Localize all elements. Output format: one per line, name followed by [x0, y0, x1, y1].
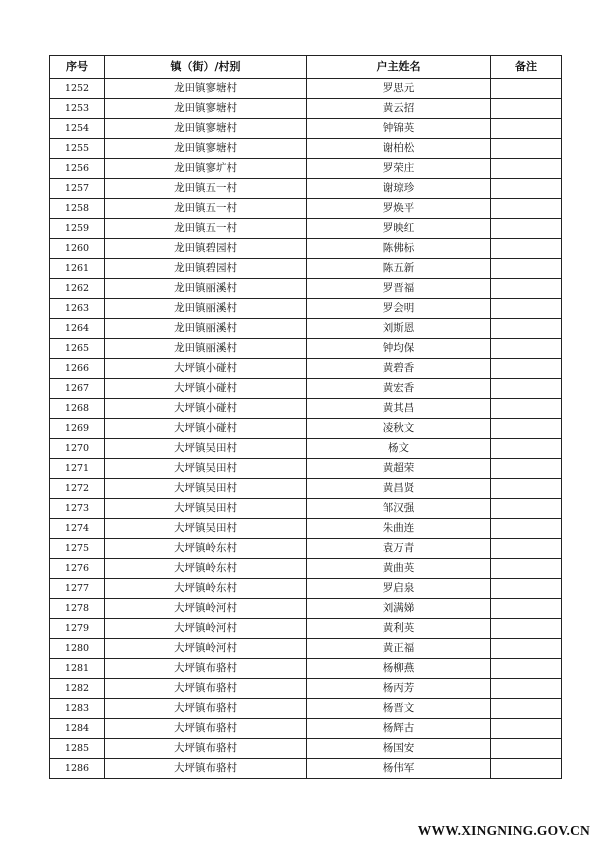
cell-remarks [491, 499, 562, 519]
cell-serial-no: 1281 [50, 659, 105, 679]
table-row [50, 139, 562, 159]
cell-householder-name: 凌秋文 [307, 419, 491, 439]
cell-town-village: 大坪镇岭东村 [105, 539, 307, 559]
cell-remarks [491, 399, 562, 419]
cell-serial-no: 1284 [50, 719, 105, 739]
cell-serial-no: 1262 [50, 279, 105, 299]
cell-householder-name: 杨辉古 [307, 719, 491, 739]
cell-householder-name: 黄云招 [307, 99, 491, 119]
cell-town-village: 龙田镇碧园村 [105, 239, 307, 259]
table-row [50, 699, 562, 719]
cell-town-village: 大坪镇小碰村 [105, 359, 307, 379]
table-row [50, 759, 562, 779]
cell-serial-no: 1252 [50, 79, 105, 99]
cell-householder-name: 朱曲连 [307, 519, 491, 539]
cell-householder-name: 杨国安 [307, 739, 491, 759]
table-row [50, 219, 562, 239]
cell-serial-no: 1278 [50, 599, 105, 619]
table-row [50, 639, 562, 659]
cell-town-village: 大坪镇布骆村 [105, 739, 307, 759]
cell-serial-no: 1257 [50, 179, 105, 199]
cell-remarks [491, 759, 562, 779]
cell-householder-name: 黄昌贤 [307, 479, 491, 499]
table-row [50, 319, 562, 339]
table-row [50, 279, 562, 299]
cell-serial-no: 1264 [50, 319, 105, 339]
cell-town-village: 龙田镇丽溪村 [105, 339, 307, 359]
cell-serial-no: 1270 [50, 439, 105, 459]
cell-remarks [491, 159, 562, 179]
cell-remarks [491, 599, 562, 619]
cell-town-village: 大坪镇布骆村 [105, 679, 307, 699]
table-row [50, 599, 562, 619]
cell-remarks [491, 459, 562, 479]
cell-remarks [491, 639, 562, 659]
table-row [50, 619, 562, 639]
cell-remarks [491, 139, 562, 159]
cell-serial-no: 1271 [50, 459, 105, 479]
table-row [50, 659, 562, 679]
cell-town-village: 大坪镇吴田村 [105, 499, 307, 519]
cell-householder-name: 黄宏香 [307, 379, 491, 399]
household-roster-table [49, 55, 562, 779]
cell-remarks [491, 559, 562, 579]
table-header-row [50, 56, 562, 79]
cell-town-village: 龙田镇五一村 [105, 199, 307, 219]
cell-serial-no: 1274 [50, 519, 105, 539]
cell-householder-name: 杨晋文 [307, 699, 491, 719]
cell-remarks [491, 259, 562, 279]
table-row [50, 159, 562, 179]
cell-remarks [491, 699, 562, 719]
cell-remarks [491, 739, 562, 759]
cell-town-village: 大坪镇布骆村 [105, 719, 307, 739]
cell-householder-name: 刘斯恩 [307, 319, 491, 339]
cell-householder-name: 罗映红 [307, 219, 491, 239]
cell-remarks [491, 659, 562, 679]
cell-householder-name: 罗会明 [307, 299, 491, 319]
cell-serial-no: 1285 [50, 739, 105, 759]
cell-town-village: 大坪镇小碰村 [105, 379, 307, 399]
cell-householder-name: 邹汉强 [307, 499, 491, 519]
cell-householder-name: 杨伟军 [307, 759, 491, 779]
cell-serial-no: 1256 [50, 159, 105, 179]
cell-town-village: 大坪镇岭河村 [105, 599, 307, 619]
cell-remarks [491, 719, 562, 739]
cell-serial-no: 1254 [50, 119, 105, 139]
cell-remarks [491, 239, 562, 259]
cell-town-village: 大坪镇岭河村 [105, 639, 307, 659]
cell-remarks [491, 339, 562, 359]
cell-remarks [491, 479, 562, 499]
cell-serial-no: 1261 [50, 259, 105, 279]
cell-householder-name: 黄曲英 [307, 559, 491, 579]
cell-serial-no: 1282 [50, 679, 105, 699]
table-row [50, 439, 562, 459]
cell-householder-name: 杨柳燕 [307, 659, 491, 679]
cell-serial-no: 1268 [50, 399, 105, 419]
cell-serial-no: 1279 [50, 619, 105, 639]
cell-householder-name: 钟均保 [307, 339, 491, 359]
cell-remarks [491, 379, 562, 399]
table-row [50, 239, 562, 259]
cell-serial-no: 1269 [50, 419, 105, 439]
cell-householder-name: 谢琼珍 [307, 179, 491, 199]
cell-town-village: 龙田镇碧园村 [105, 259, 307, 279]
cell-serial-no: 1255 [50, 139, 105, 159]
cell-remarks [491, 119, 562, 139]
cell-serial-no: 1265 [50, 339, 105, 359]
cell-remarks [491, 679, 562, 699]
table-row [50, 259, 562, 279]
cell-town-village: 大坪镇布骆村 [105, 759, 307, 779]
cell-remarks [491, 579, 562, 599]
table-row [50, 299, 562, 319]
table-row [50, 719, 562, 739]
cell-householder-name: 黄碧香 [307, 359, 491, 379]
cell-remarks [491, 299, 562, 319]
cell-town-village: 龙田镇丽溪村 [105, 319, 307, 339]
cell-serial-no: 1273 [50, 499, 105, 519]
cell-serial-no: 1259 [50, 219, 105, 239]
cell-remarks [491, 359, 562, 379]
table-row [50, 579, 562, 599]
cell-town-village: 大坪镇小碰村 [105, 419, 307, 439]
cell-remarks [491, 539, 562, 559]
cell-householder-name: 钟锦英 [307, 119, 491, 139]
table-row [50, 199, 562, 219]
table-row [50, 499, 562, 519]
table-row [50, 739, 562, 759]
cell-serial-no: 1283 [50, 699, 105, 719]
cell-householder-name: 杨丙芳 [307, 679, 491, 699]
footer-website-url: WWW.XINGNING.GOV.CN [417, 823, 590, 838]
cell-serial-no: 1263 [50, 299, 105, 319]
cell-householder-name: 罗晋福 [307, 279, 491, 299]
table-body [50, 79, 562, 779]
table-row [50, 419, 562, 439]
table-row [50, 339, 562, 359]
cell-town-village: 龙田镇寥塘村 [105, 79, 307, 99]
cell-remarks [491, 519, 562, 539]
cell-householder-name: 罗焕平 [307, 199, 491, 219]
cell-remarks [491, 219, 562, 239]
cell-serial-no: 1286 [50, 759, 105, 779]
column-header-serial-no: 序号 [50, 56, 105, 79]
cell-remarks [491, 319, 562, 339]
cell-town-village: 龙田镇寥塘村 [105, 99, 307, 119]
cell-town-village: 龙田镇寥塘村 [105, 119, 307, 139]
cell-householder-name: 罗思元 [307, 79, 491, 99]
table-row [50, 539, 562, 559]
cell-town-village: 大坪镇吴田村 [105, 459, 307, 479]
cell-serial-no: 1253 [50, 99, 105, 119]
column-header-remarks: 备注 [491, 56, 562, 79]
cell-serial-no: 1258 [50, 199, 105, 219]
table-row [50, 359, 562, 379]
cell-remarks [491, 179, 562, 199]
cell-town-village: 大坪镇岭东村 [105, 579, 307, 599]
cell-town-village: 大坪镇小碰村 [105, 399, 307, 419]
cell-town-village: 龙田镇丽溪村 [105, 279, 307, 299]
cell-town-village: 龙田镇寥圹村 [105, 159, 307, 179]
cell-town-village: 龙田镇五一村 [105, 219, 307, 239]
cell-serial-no: 1277 [50, 579, 105, 599]
cell-remarks [491, 99, 562, 119]
cell-town-village: 大坪镇布骆村 [105, 659, 307, 679]
cell-town-village: 大坪镇吴田村 [105, 519, 307, 539]
cell-serial-no: 1276 [50, 559, 105, 579]
cell-town-village: 大坪镇吴田村 [105, 479, 307, 499]
cell-householder-name: 谢柏松 [307, 139, 491, 159]
table-row [50, 559, 562, 579]
cell-serial-no: 1280 [50, 639, 105, 659]
cell-remarks [491, 419, 562, 439]
table-row [50, 379, 562, 399]
cell-householder-name: 陈佛标 [307, 239, 491, 259]
table-row [50, 79, 562, 99]
cell-householder-name: 陈五新 [307, 259, 491, 279]
table-row [50, 679, 562, 699]
cell-householder-name: 刘满娣 [307, 599, 491, 619]
cell-town-village: 大坪镇吴田村 [105, 439, 307, 459]
cell-serial-no: 1272 [50, 479, 105, 499]
table-row [50, 519, 562, 539]
cell-householder-name: 黄正福 [307, 639, 491, 659]
cell-householder-name: 黄其昌 [307, 399, 491, 419]
cell-serial-no: 1275 [50, 539, 105, 559]
cell-town-village: 大坪镇岭东村 [105, 559, 307, 579]
table-row [50, 479, 562, 499]
cell-remarks [491, 79, 562, 99]
cell-householder-name: 罗启泉 [307, 579, 491, 599]
table-row [50, 179, 562, 199]
table-row [50, 459, 562, 479]
cell-town-village: 龙田镇五一村 [105, 179, 307, 199]
cell-serial-no: 1267 [50, 379, 105, 399]
cell-householder-name: 罗荣庄 [307, 159, 491, 179]
table-row [50, 119, 562, 139]
cell-town-village: 龙田镇丽溪村 [105, 299, 307, 319]
cell-remarks [491, 199, 562, 219]
cell-serial-no: 1260 [50, 239, 105, 259]
cell-remarks [491, 439, 562, 459]
cell-town-village: 龙田镇寥塘村 [105, 139, 307, 159]
cell-serial-no: 1266 [50, 359, 105, 379]
cell-householder-name: 黄利英 [307, 619, 491, 639]
cell-town-village: 大坪镇布骆村 [105, 699, 307, 719]
cell-remarks [491, 279, 562, 299]
cell-town-village: 大坪镇岭河村 [105, 619, 307, 639]
column-header-householder-name: 户主姓名 [307, 56, 491, 79]
cell-householder-name: 黄超荣 [307, 459, 491, 479]
table-row [50, 99, 562, 119]
table-row [50, 399, 562, 419]
cell-householder-name: 杨文 [307, 439, 491, 459]
cell-householder-name: 袁万青 [307, 539, 491, 559]
cell-remarks [491, 619, 562, 639]
column-header-town-village: 镇（街）/村别 [105, 56, 307, 79]
